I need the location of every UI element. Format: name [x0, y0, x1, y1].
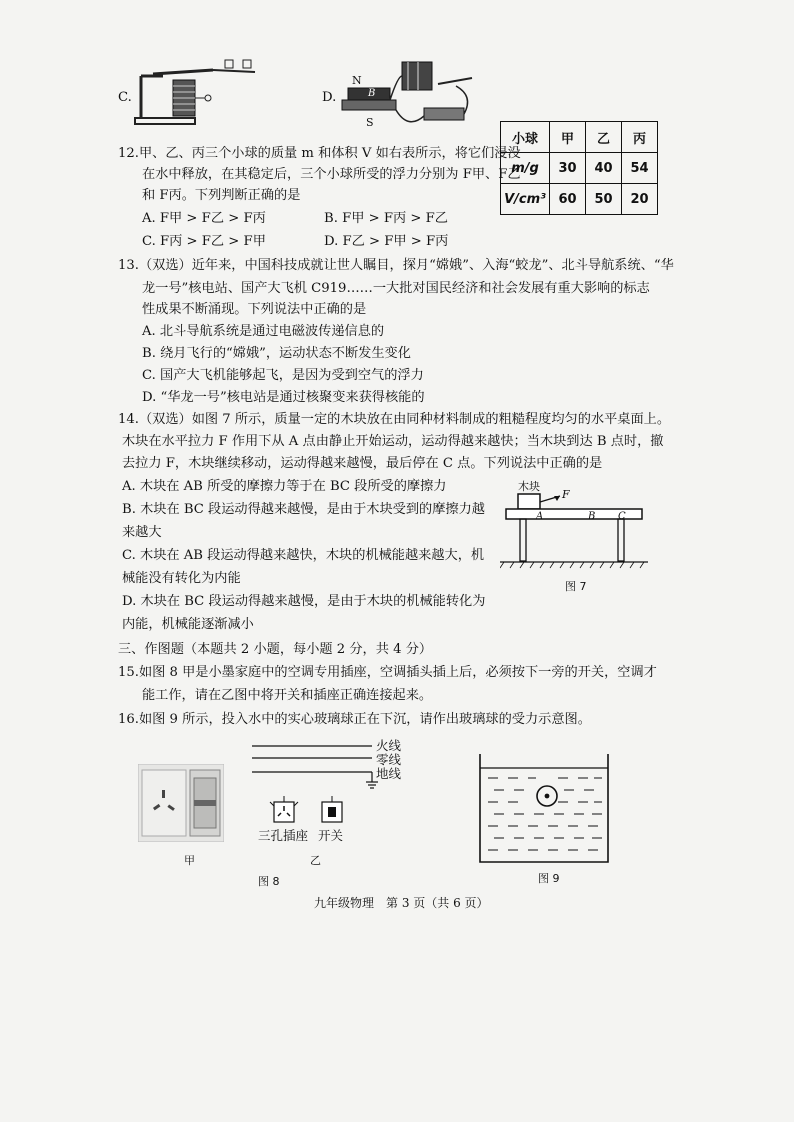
table-cell: 40: [586, 153, 622, 184]
q13-option-b: B. 绕月飞行的“嫦娥”，运动状态不断发生变化: [142, 346, 411, 361]
figure-8-jia-socket-photo: [138, 764, 224, 842]
ground-wire-label: 地线: [376, 766, 402, 781]
ball-center-dot: [545, 794, 550, 799]
q14-stem-line1: 14.（双选）如图 7 所示，质量一定的木块放在由同种材料制成的粗糙程度均匀的水平桌面上。: [118, 412, 671, 427]
table-row: [501, 184, 658, 215]
switch-symbol-icon: [322, 796, 342, 822]
table-cell: 54: [622, 153, 658, 184]
table-row-label: m/g: [501, 153, 550, 184]
q14-stem-line2: 木块在水平拉力 F 作用下从 A 点由静止开始运动，运动得越来越快；当木块到达 B 点时，撤: [122, 434, 664, 449]
figure-7-caption: 图 7: [565, 580, 587, 593]
beaker-outline: [480, 754, 608, 862]
q13-stem-line3: 性成果不断涌现。下列说法中正确的是: [142, 302, 367, 317]
q12-option-d: D. F乙 > F甲 > F丙: [324, 234, 449, 249]
page-footer: 九年级物理 第 3 页（共 6 页）: [314, 896, 489, 910]
q12-option-c: C. F丙 > F乙 > F甲: [142, 234, 266, 249]
figure-9-caption: 图 9: [538, 872, 560, 885]
q13-stem-line2: 龙一号”核电站、国产大飞机 C919……一大批对国民经济和社会发展有重大影响的标志: [142, 281, 650, 296]
q13-option-c: C. 国产大飞机能够起飞，是因为受到空气的浮力: [142, 368, 424, 383]
table-cell: 60: [550, 184, 586, 215]
table-header-cell: 乙: [586, 122, 622, 153]
q13-option-d: D. “华龙一号”核电站是通过核聚变来获得核能的: [142, 390, 425, 405]
magnet-s-label: S: [366, 116, 374, 129]
figure-9-beaker: [474, 752, 614, 868]
switch-rocker-icon: [194, 800, 216, 806]
q16-stem-line1: 16.如图 9 所示，投入水中的实心玻璃球正在下沉，请作出玻璃球的受力示意图。: [118, 712, 591, 727]
q14-option-b-line2: 来越大: [122, 525, 162, 540]
q12-stem-line3: 和 F丙。下列判断正确的是: [142, 188, 301, 203]
q12-option-b: B. F甲 > F丙 > F乙: [324, 211, 448, 226]
q15-stem-line1: 15.如图 8 甲是小墨家庭中的空调专用插座，空调插头插上后，必须按下一旁的开关，空调才: [118, 665, 657, 680]
motor-circuit-figure: [338, 56, 478, 132]
point-c-label: C: [618, 511, 626, 522]
neutral-wire-label: 零线: [376, 752, 402, 767]
figure-8-yi-label: 乙: [310, 854, 321, 867]
figure-8-caption: 图 8: [258, 875, 280, 888]
q12-stem-line2: 在水中释放，在其稳定后，三个小球所受的浮力分别为 F甲、F乙: [142, 167, 521, 182]
table-cell: 30: [550, 153, 586, 184]
q14-stem-line3: 去拉力 F，木块继续移动，运动得越来越慢，最后停在 C 点。下列说法中正确的是: [122, 456, 603, 471]
table-header-cell: 甲: [550, 122, 586, 153]
point-a-label: A: [536, 511, 544, 522]
magnet-n-label: N: [352, 74, 362, 87]
table-row-label: V/cm³: [501, 184, 550, 215]
force-f-label: F: [562, 488, 570, 501]
section-3-title: 三、作图题（本题共 2 小题，每小题 2 分，共 4 分）: [118, 642, 433, 657]
wooden-block: [518, 494, 540, 509]
q14-option-d-line1: D. 木块在 BC 段运动得越来越慢，是由于木块的机械能转化为: [122, 594, 486, 609]
table-header-cell: 丙: [622, 122, 658, 153]
three-pin-socket-symbol-icon: [270, 796, 298, 822]
figure-8-jia-label: 甲: [184, 854, 195, 867]
q15-stem-line2: 能工作，请在乙图中将开关和插座正确连接起来。: [142, 688, 433, 703]
table-row: [501, 153, 658, 184]
q12-stem-line1: 12.甲、乙、丙三个小球的质量 m 和体积 V 如右表所示，将它们浸没: [118, 146, 521, 161]
table-cell: 50: [586, 184, 622, 215]
electromagnetic-relay-figure: [133, 58, 263, 130]
block-label: 木块: [518, 480, 540, 493]
q13-stem-line1: 13.（双选）近年来，中国科技成就让世人瞩目，探月“嫦娥”、入海“蛟龙”、北斗导航系统、“华: [118, 258, 674, 273]
q14-option-d-line2: 内能，机械能逐渐减小: [122, 617, 254, 632]
table-header-row: [501, 122, 658, 153]
live-wire-label: 火线: [376, 738, 402, 753]
figure-7-table-block: [500, 476, 650, 572]
q12-option-a: A. F甲 > F乙 > F丙: [142, 211, 266, 226]
q11-option-d-label: D.: [322, 90, 337, 105]
table-cell: 20: [622, 184, 658, 215]
switch-label: 开关: [318, 828, 344, 843]
magnet-b-label: B: [368, 88, 376, 99]
q14-option-a: A. 木块在 AB 所受的摩擦力等于在 BC 段所受的摩擦力: [122, 479, 447, 494]
ball-data-table: [500, 121, 658, 215]
table-header-cell: 小球: [501, 122, 550, 153]
q13-option-a: A. 北斗导航系统是通过电磁波传递信息的: [142, 324, 385, 339]
q11-option-c-label: C.: [118, 90, 132, 105]
socket-label: 三孔插座: [258, 828, 309, 843]
point-b-label: B: [588, 511, 596, 522]
q14-option-c-line2: 械能没有转化为内能: [122, 571, 241, 586]
q14-option-c-line1: C. 木块在 AB 段运动得越来越快，木块的机械能越来越大，机: [122, 548, 485, 563]
q14-option-b-line1: B. 木块在 BC 段运动得越来越慢，是由于木块受到的摩擦力越: [122, 502, 485, 517]
